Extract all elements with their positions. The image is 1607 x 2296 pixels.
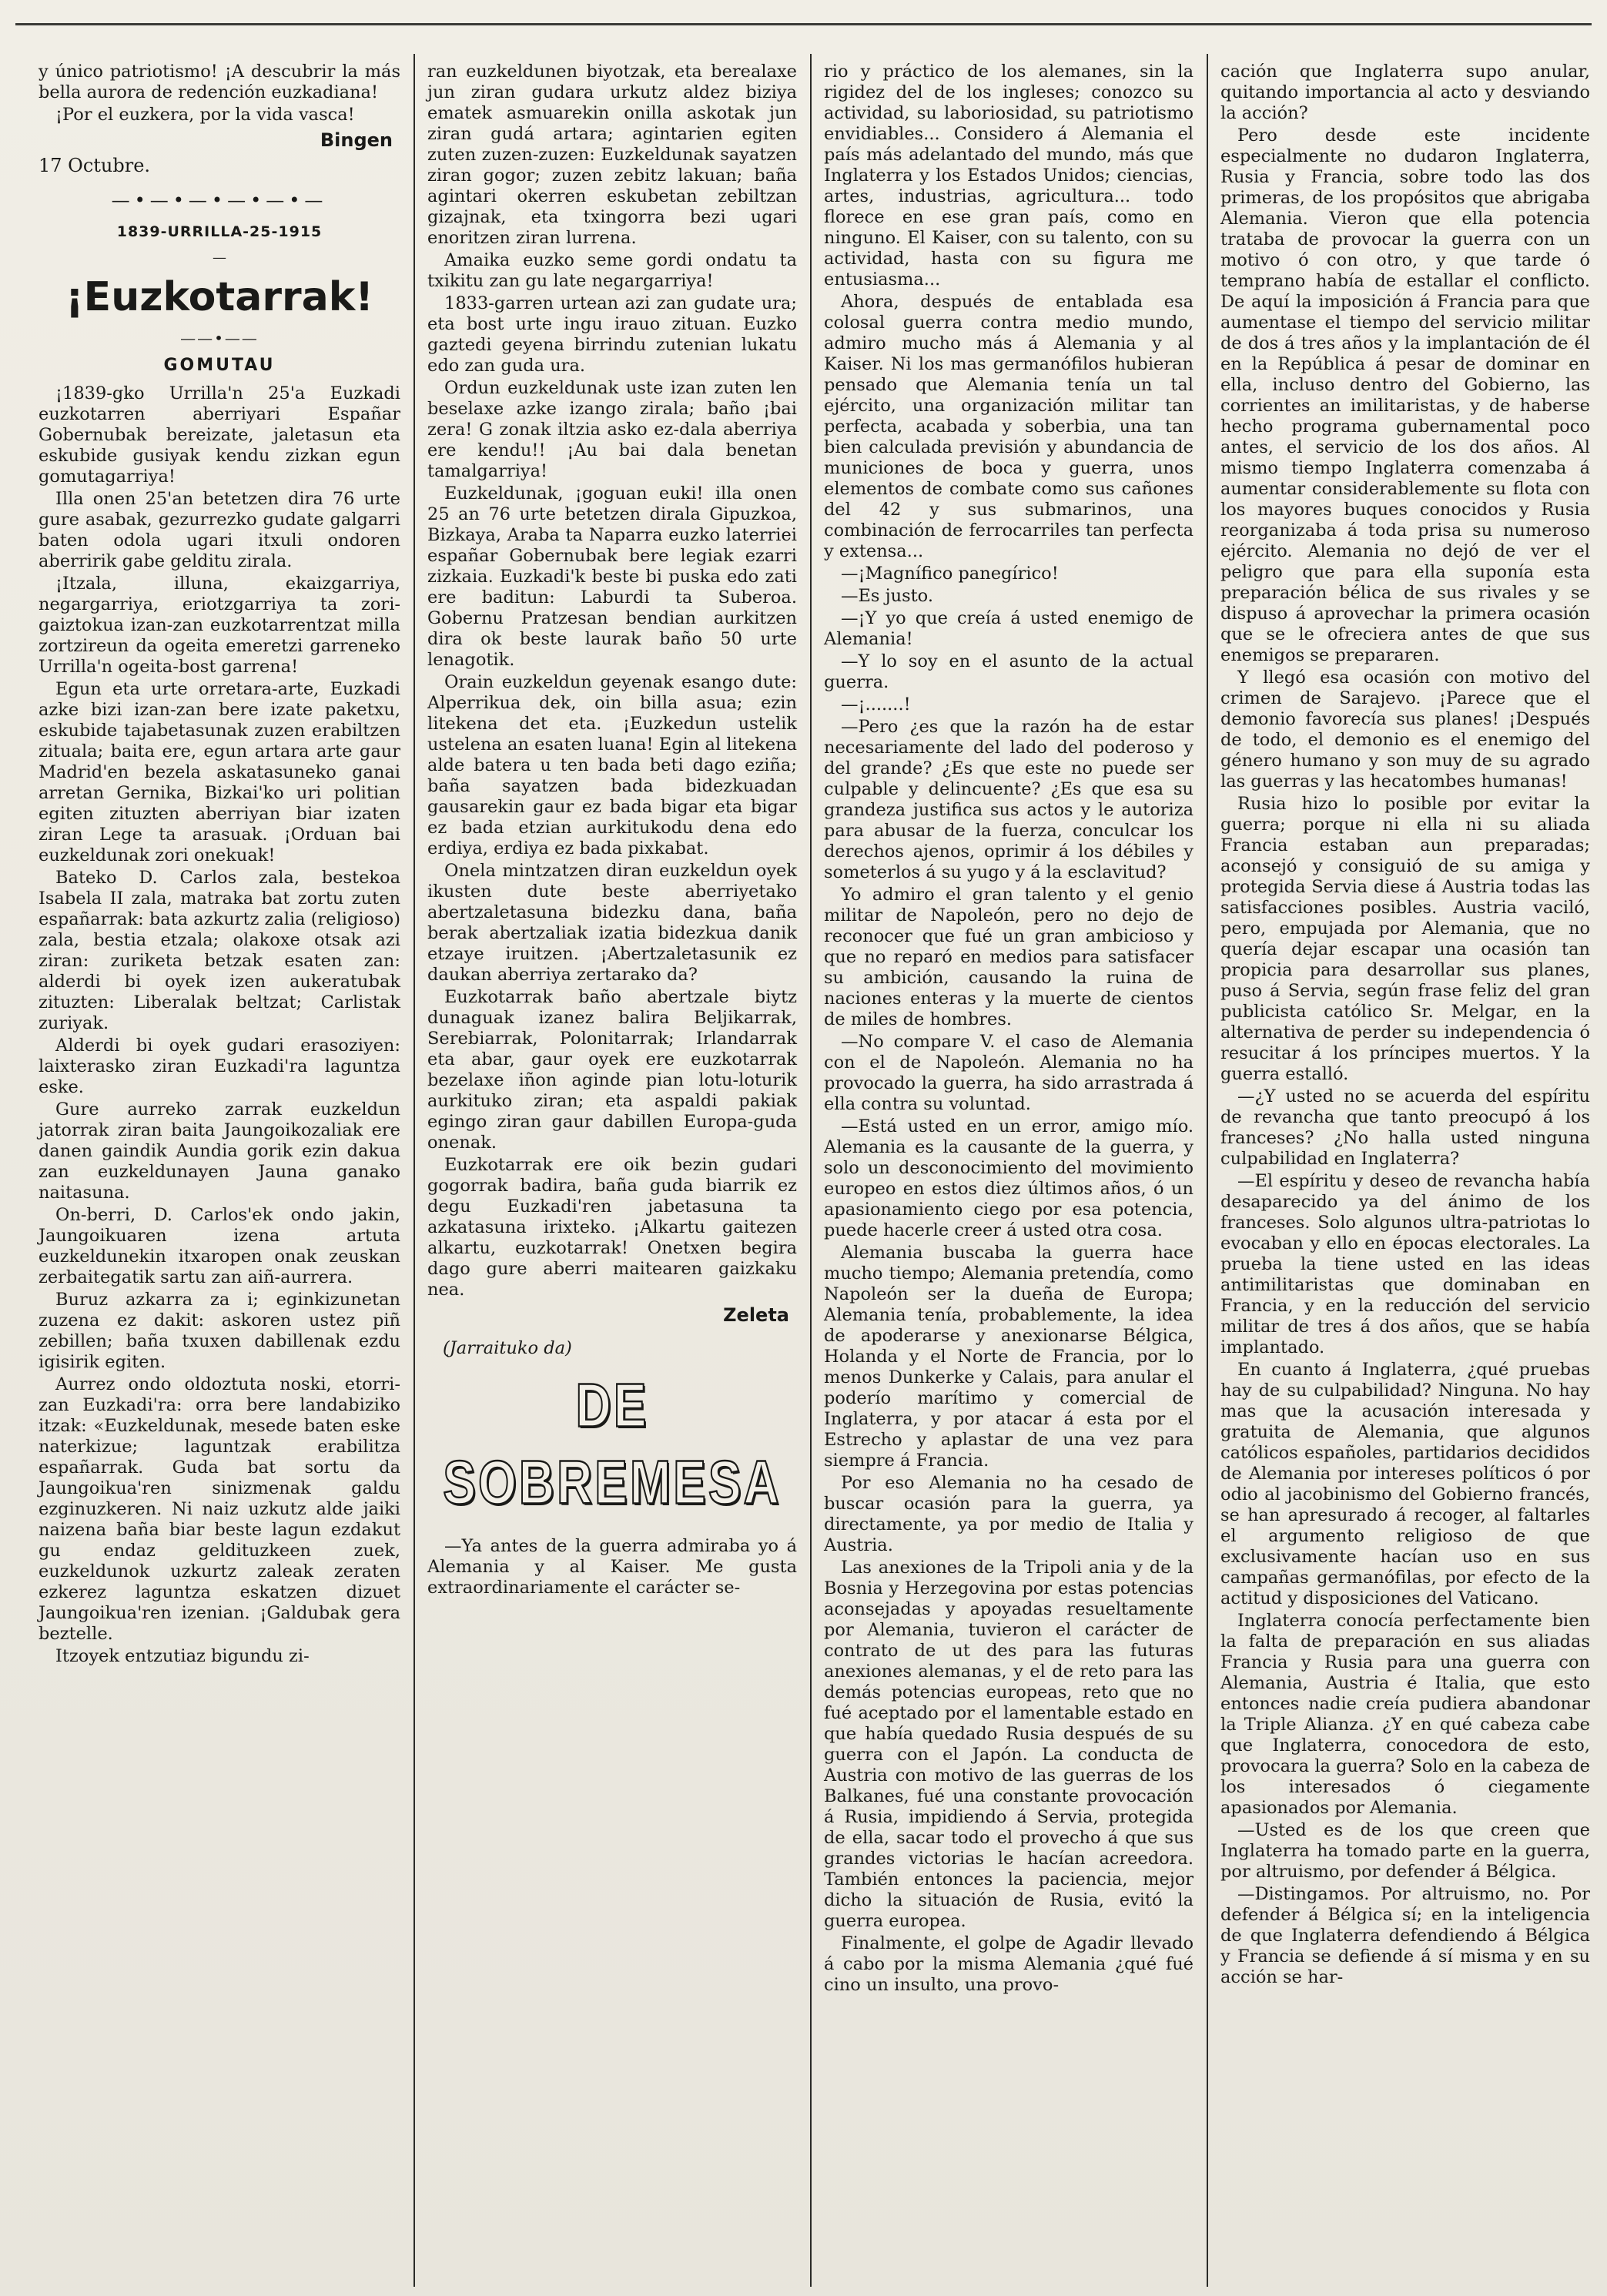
paragraph: ran euzkeldunen biyotzak, eta berealaxe jun ziran gudara urkutz aldez biziya ematek asmuarekin onilla askotak jun ziran gudá artara; agintarien egiten zuten zuzen-zuzen: Euzkeldunak sayatzen ziran gogor; zuzen zebitz lakuan; baña agintari okerren eskubetan zebiltzan gizajnak, eta txingorra bezi ugari enoritzen ziran lurrena. bbox=[427, 62, 797, 248]
paragraph: Ahora, después de entablada esa colosal guerra contra medio mundo, admiro mucho más á Alemania y al Kaiser. Ni los mas germanófilos hubieran pensado que Alemania tenía un tal ejército, una organización militar tan perfecta, acabada y soberbia, una tan bien calculada previsión y abundancia de municiones de boca y guerra, unos elementos de combate como sus cañones del 42 y sus submarinos, una combinación de ferrocarriles tan perfecta y extensa... bbox=[824, 292, 1194, 561]
ornamental-divider: —•—•—•—•—•— bbox=[111, 189, 328, 211]
paragraph: —Pero ¿es que la razón ha de estar necesariamente del lado del poderoso y del grande? ¿Es que este no puede ser culpable y delincuente? ¿Es que esa su grandeza justifica sus actos y le autoriza para abusar de la fuerza, conculcar los derechos ajenos, oprimir á los débiles y someterlos á su yugo y á la esclavitud? bbox=[824, 717, 1194, 882]
paragraph: Ordun euzkeldunak uste izan zuten len beselaxe azke izango zirala; baño ¡bai zera! G zonak iltzia asko ez-dala aberriya ere kendu!! ¡Au bai dala benetan tamalgarriya! bbox=[427, 378, 797, 481]
lead-line: y único patriotismo! ¡A descubrir la más bella aurora de redención euzkadiana! bbox=[39, 62, 400, 102]
column-rule bbox=[413, 54, 415, 2287]
top-border-rule bbox=[15, 23, 1592, 25]
section-banner: DE SOBREMESA bbox=[443, 1371, 782, 1517]
paragraph: Por eso Alemania no ha cesado de buscar ocasión para la guerra, ya directamente, ya por medio de Italia y Austria. bbox=[824, 1473, 1194, 1555]
article-date: 17 Octubre. bbox=[39, 155, 151, 176]
paragraph: Euzkotarrak ere oik bezin gudari gogorrak badira, baña guda biarrik ez degu Euzkadi'ren jabetasuna ta azkatasuna irixteko. ¡Alkartu gaitezen alkartu, euzkotarrak! Onetxen begira dago gure aberri maitearen gaizkaku nea. bbox=[427, 1155, 797, 1300]
paragraph: Alderdi bi oyek gudari erasoziyen: laixterasko ziran Euzkadi'ra laguntza eske. bbox=[39, 1036, 400, 1097]
paragraph: Inglaterra conocía perfectamente bien la falta de preparación en sus aliadas Francia y Rusia para una guerra con Alemania, Austria é Italia, que esto entonces nadie creía pudiera abandonar la Triple Alianza. ¿Y en qué cabeza cabe que Inglaterra, conocedora de esto, provocara la guerra? Solo en la cabeza de los interesados ó ciegamente apasionados por Alemania. bbox=[1220, 1611, 1590, 1818]
paragraph: ¡Itzala, illuna, ekaizgarriya, negargarriya, eriotzgarriya ta zori-gaiztokua izan-zan euzkotarrentzat milla zortzireun da ogeita emeretzi garreneko Urrilla'n ogeita-bost garrena! bbox=[39, 574, 400, 677]
paragraph: Pero desde este incidente especialmente no dudaron Inglaterra, Rusia y Francia, sobre todo las dos primeras, de los propósitos que abrigaba Alemania. Vieron que ella potencia trataba de provocar la guerra con un motivo ó con otro, y que tarde ó temprano había de estallar el conflicto. De aquí la imposición á Francia para que aumentase el tiempo del servicio militar de dos á tres años y la implantación de él en la República á pesar de dominar en ella, incluso dentro del Gobierno, las corrientes an imilitaristas, y de haberse hecho programa gubernamental poco antes, el servicio de los dos años. Al mismo tiempo Inglaterra comenzaba á aumentar considerablemente su flota con los mayores buques conocidos y Rusia reorganizaba á toda prisa su numeroso ejército. Alemania no dejó de ver el peligro que para ella suponía esta preparación bélica de sus rivales y se dispuso á aprovechar la primera ocasión que se le ofreciera antes de que sus enemigos se prepararen. bbox=[1220, 126, 1590, 665]
paragraph: —Y lo soy en el asunto de la actual guerra. bbox=[824, 651, 1194, 692]
paragraph: Itzoyek entzutiaz bigundu zi- bbox=[55, 1646, 310, 1666]
paragraph: —¡.......! bbox=[841, 694, 911, 715]
paragraph: —Ya antes de la guerra admiraba yo á Alemania y al Kaiser. Me gusta extraordinariamente el carácter se- bbox=[427, 1536, 797, 1598]
paragraph: cación que Inglaterra supo anular, quitando importancia al acto y desviando la acción? bbox=[1220, 62, 1590, 123]
lead-line: ¡Por el euzkera, por la vida vasca! bbox=[55, 105, 355, 125]
paragraph: —Está usted en un error, amigo mío. Alemania es la causante de la guerra, y solo un desconocimiento del movimiento europeo en estos diez últimos años, ó un apasionamiento ciego por esa potencia, puede hacerle creer á usted otra cosa. bbox=[824, 1116, 1194, 1240]
column-rule bbox=[810, 54, 812, 2287]
paragraph: En cuanto á Inglaterra, ¿qué pruebas hay de su culpabilidad? Ninguna. No hay mas que la acusación interesada y gratuita de Alemania, que algunos católicos españoles, partidarios decididos de Alemania por intereses políticos ó por odio al jacobinismo del Gobierno francés, se han apresurado á recoger, al faltarles el argumento religioso de que exclusivamente hacían uso en sus campañas germanófilas, por efecto de la actitud y disposiciones del Vaticano. bbox=[1220, 1360, 1590, 1608]
paragraph: Aurrez ondo oldoztuta noski, etorri-zan Euzkadi'ra: orra bere landabiziko itzak: «Euzkeldunak, mesede baten eske naterkizue; laguntzak erabilitza españarrak. Guda bat sortu da Jaungoikua'ren sinizmenak galdu ezginuzkeren. Ni naiz uzkutz alde jaiki naizena baña biar beste lagun ezdakut gu endaz geldituzkeen zuek, euzkeldunok uzkurtz zaleak zeraten ezkerez laguntza eskatzen dizuet Jaungoikua'ren izenian. ¡Galdubak gera beztelle. bbox=[39, 1374, 400, 1644]
column-4 bbox=[1213, 62, 1598, 2279]
article-headline: ¡Euzkotarrak! bbox=[65, 274, 374, 320]
paragraph: Buruz azkarra za i; eginkizunetan zuzena ez dakit: askoren ustez piñ zebillen; baña txuxen dabillenak ezdu igisirik egiten. bbox=[39, 1290, 400, 1372]
paragraph: —¡Y yo que creía á usted enemigo de Alemania! bbox=[824, 608, 1194, 649]
paragraph: —¡Magnífico panegírico! bbox=[841, 564, 1059, 584]
paragraph: ¡1839-gko Urrilla'n 25'a Euzkadi euzkotarren aberriyari Españar Gobernubak bereizate, jaletasun eta eskubide gusiyak kendu zizkan egun gomutagarriya! bbox=[39, 383, 400, 487]
paragraph: —Es justo. bbox=[841, 586, 933, 606]
paragraph: Euzkotarrak baño abertzale biytz dunaguak izanez balira Beljikarrak, Serebiarrak, Polonitarrak; Irlandarrak eta abar, gaur oyek ere euzkotarrak bezelaxe iñon aginde pian lotu-loturik aurkituko ziran; eta aspaldi pakiak egingo ziran gaur dabillen Europa-guda onenak. bbox=[427, 987, 797, 1153]
signature-bingen: Bingen bbox=[320, 129, 393, 151]
paragraph: Finalmente, el golpe de Agadir llevado á cabo por la misma Alemania ¿qué fué cino un insulto, una provo- bbox=[824, 1933, 1194, 1995]
paragraph: —El espíritu y deseo de revancha había desaparecido ya del ánimo de los franceses. Solo algunos ultra-patriotas lo evocaban y ello en épocas electorales. La prueba la tiene usted en las ideas antimilitaristas que dominaban en Francia, y en la reducción del servicio militar de tres á dos años, que se había implantado. bbox=[1220, 1171, 1590, 1357]
paragraph: rio y práctico de los alemanes, sin la rigidez del de los ingleses; conozco su actividad, su laboriosidad, su patriotismo envidiables... Considero á Alemania el país más adelantado del mundo, más que Inglaterra y los Estados Unidos; ciencias, artes, industrias, agricultura... todo florece en ese gran país, como en ninguno. El Kaiser, con su talento, con su actividad, hasta con su figura me entusiasma... bbox=[824, 62, 1194, 290]
paragraph: Bateko D. Carlos zala, bestekoa Isabela II zala, matraka bat zortu zuten españarrak: bata azkurtz zalia (religioso) zala, bestia etzala; olakoxe otsak azi ziran: zuriketa betzak esaten zan: alderdi bi oyek izen aukeratubak zituzten: Liberalak beltzat; Carlistak zuriyak. bbox=[39, 868, 400, 1033]
column-rule bbox=[1207, 54, 1208, 2287]
column-1 bbox=[31, 62, 408, 2279]
paragraph: —¿Y usted no se acuerda del espíritu de revancha que tanto preocupó á los franceses? ¿No halla usted ninguna culpabilidad en Inglaterra? bbox=[1220, 1086, 1590, 1169]
paragraph: —Distingamos. Por altruismo, no. Por defender á Bélgica sí; en la inteligencia de que Inglaterra defendiendo á Bélgica y Francia se defiende á sí misma y en su acción se har- bbox=[1220, 1884, 1590, 1987]
paragraph: 1833-garren urtean azi zan gudate ura; eta bost urte ingu irauo zituan. Euzko gaztedi geyena birrindu zutenian lukatu edo zan guda ura. bbox=[427, 293, 797, 376]
paragraph: —No compare V. el caso de Alemania con el de Napoleón. Alemania no ha provocado la guerra, ha sido arrastrada á ella contra su voluntad. bbox=[824, 1032, 1194, 1114]
headline-ornament: ——•—— bbox=[180, 329, 259, 347]
paragraph: Amaika euzko seme gordi ondatu ta txikitu zan gu late negargarriya! bbox=[427, 250, 797, 291]
paragraph: Gure aurreko zarrak euzkeldun jatorrak ziran baita Jaungoikozaliak ere danen gaindik Aundia gorik ezin dakua zan euzkeldunayen Jauna ganako naitasuna. bbox=[39, 1099, 400, 1203]
dateline: 1839-URRILLA-25-1915 bbox=[116, 223, 323, 240]
paragraph: Las anexiones de la Tripoli ania y de la Bosnia y Herzegovina por estas potencias aconsejadas y apoyadas resueltamente por Alemania, tuvieron el carácter de contrato de ut des para las futuras anexiones alemanas, y el de reto para las demás potencias europeas, reto que no fué aceptado por el lamentable estado en que había quedado Rusia después de su guerra con el Japón. La conducta de Austria con motivo de las guerras de los Balkanes, fué una constante provocación á Rusia, impidiendo á Servia, protegida de ella, sacar todo el provecho á que sus grandes victorias le hacían acreedora. También entonces la paciencia, mejor dicho la situación de Rusia, evitó la guerra europea. bbox=[824, 1558, 1194, 1931]
paragraph: Yo admiro el gran talento y el genio militar de Napoleón, pero no dejo de reconocer que fué un gran ambicioso y que no reparó en medios para satisfacer su ambición, causando la ruina de naciones enteras y la muerte de cientos de miles de hombres. bbox=[824, 885, 1194, 1029]
column-2 bbox=[420, 62, 805, 2279]
dateline-dash: — bbox=[213, 249, 226, 266]
paragraph: —Usted es de los que creen que Inglaterra ha tomado parte en la guerra, por altruismo, por defender á Bélgica. bbox=[1220, 1820, 1590, 1882]
paragraph: Orain euzkeldun geyenak esango dute: Alperrikua dek, oin billa asua; ezin litekena det eta. ¡Euzkedun ustelik ustelena an esaten luana! Egin al litekena alde batera u ten bada beti dago eziña; baña sayatzen bada bidezkuadan gausarekin gaur ez bada bigar eta bigar ez bada etzian aurkitukodu dena edo erdiya, erdiya ez bada pixkabat. bbox=[427, 672, 797, 858]
paragraph: Y llegó esa ocasión con motivo del crimen de Sarajevo. ¡Parece que el demonio favorecía sus planes! ¡Después de todo, el demonio es el enemigo del género humano y son muy de su agrado las guerras y las hecatombes humanas! bbox=[1220, 668, 1590, 792]
column-3 bbox=[816, 62, 1201, 2279]
paragraph: Euzkeldunak, ¡goguan euki! illa onen 25 an 76 urte betetzen dirala Gipuzkoa, Bizkaya, Araba ta Naparra euzko laterriei españar Gobernubak bere legiak ezarri zizkaia. Euzkadi'k beste bi puska edo zati ere baditun: Laburdi ta Suberoa. Gobernu Pratzesan bendian aurkitzen dira ok beste laurak baño 50 urte lenagotik. bbox=[427, 484, 797, 670]
continued-note: (Jarraituko da) bbox=[443, 1338, 572, 1358]
paragraph: Egun eta urte orretara-arte, Euzkadi azke bizi izan-zan bere izate paketxu, eskubide tajabetasunak zuzen erabiltzen zituala; baita ere, egun artara arte gaur Madrid'en bezela askatasuneko ganai arretan Gernika, Bizkai'ko uri politian egiten zituzten aberriyan biar izaten ziran Lege ta arasuak. ¡Orduan bai euzkeldunak zori onekuak! bbox=[39, 679, 400, 865]
paragraph: Rusia hizo lo posible por evitar la guerra; porque ni ella ni su aliada Francia estaban aun preparadas; aconsejó y consiguió de su amiga y protegida Servia diese á Austria todas las satisfacciones posibles. Austria vaciló, pero, empujada por Alemania, que no quería dejar escapar una ocasión tan propicia para desarrollar sus planes, puso á Servia, según frase feliz del gran publicista católico Sr. Melgar, en la alternativa de perder su independencia ó resucitar á los príncipes muertos. Y la guerra estalló. bbox=[1220, 794, 1590, 1084]
paragraph: Onela mintzatzen diran euzkeldun oyek ikusten dute beste aberriyetako abertzaletasuna bidezku dana, baña berak abertzaliak izatia bidezkua danik etzaye iruitzen. ¡Abertzaletasunik ez daukan aberriya zertarako da? bbox=[427, 861, 797, 985]
paragraph: Alemania buscaba la guerra hace mucho tiempo; Alemania pretendía, como Napoleón ser la dueña de Europa; Alemania tenía, probablemente, la idea de apoderarse y anexionarse Bélgica, Holanda y el Norte de Francia, por lo menos Dunkerke y Calais, para anular el poderío marítimo y comercial de Inglaterra, y por atacar á esta por el Estrecho y aplastar de una vez para siempre á Francia. bbox=[824, 1243, 1194, 1471]
paragraph: Illa onen 25'an betetzen dira 76 urte gure asabak, gezurrezko gudate galgarri baten odola ugari itxuli ondoren aberririk gabe gelditu zirala. bbox=[39, 489, 400, 571]
article-subhead: GOMUTAU bbox=[163, 356, 276, 375]
signature-zeleta: Zeleta bbox=[723, 1304, 789, 1326]
paragraph: On-berri, D. Carlos'ek ondo jakin, Jaungoikuaren izena artuta euzkeldunekin itxaropen onak zeuskan zerbaitegatik sartu zan aiñ-aurrera. bbox=[39, 1205, 400, 1287]
